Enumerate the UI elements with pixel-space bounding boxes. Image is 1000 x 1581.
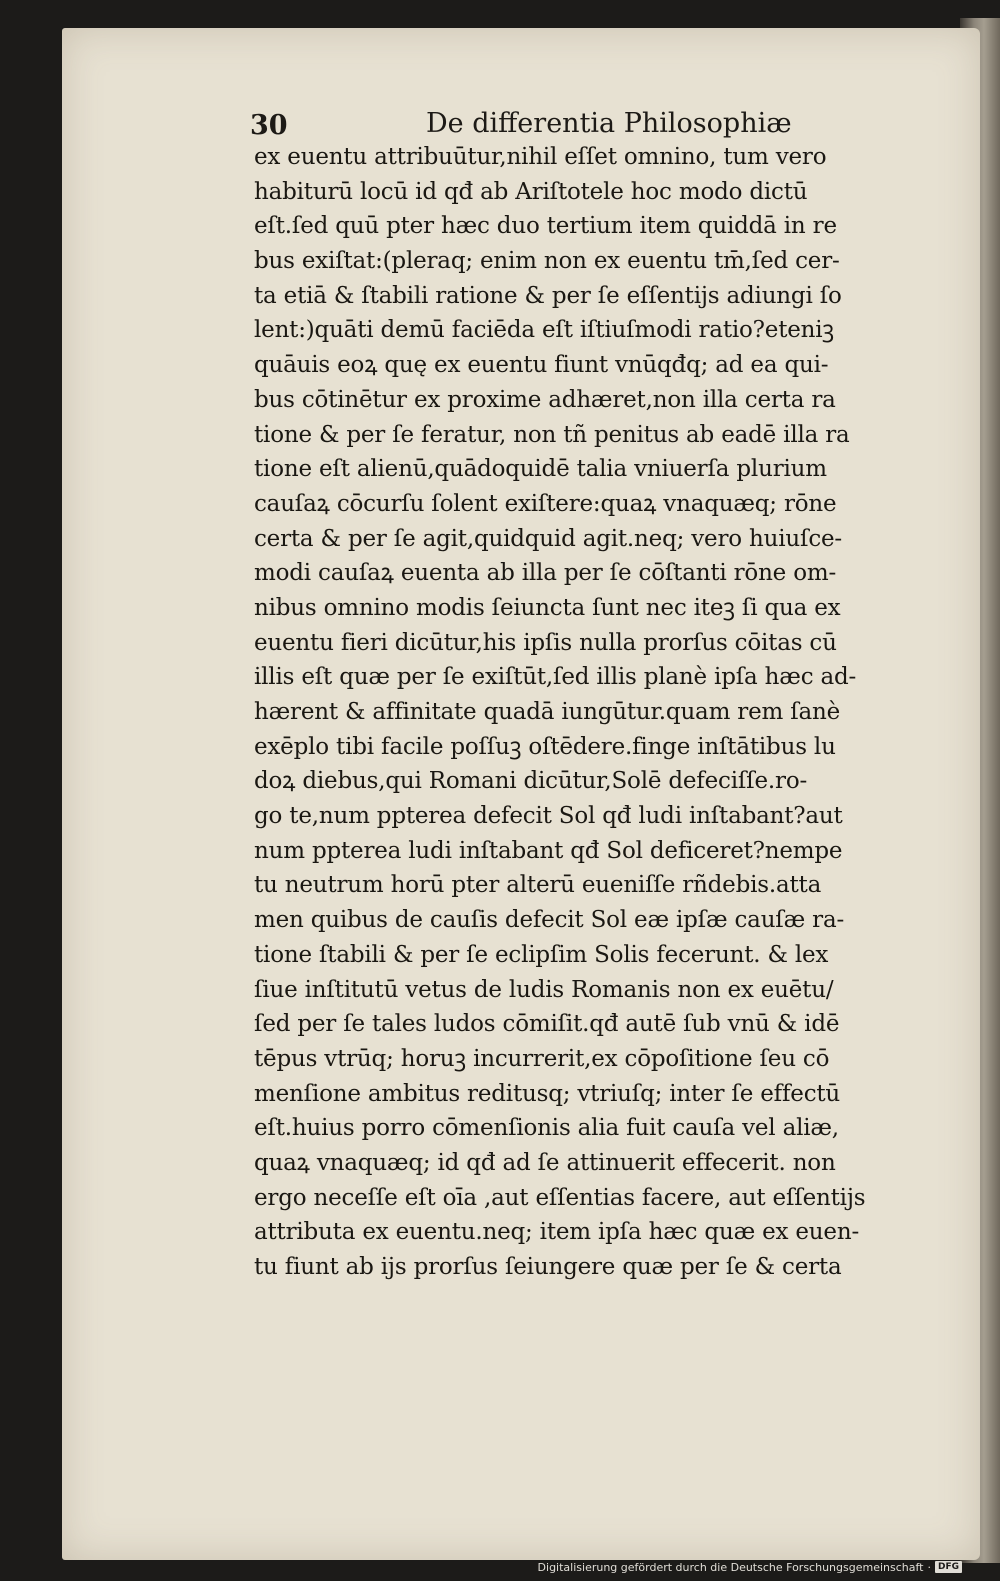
text-line: lent:)quāti demū faciēda eſt iſtiuſmodi ratio?eteniꝫ [254, 317, 834, 344]
text-line: quaꝝ vnaquæq; id qđ ad ſe attinuerit effecerit. non [254, 1149, 836, 1176]
footer-credit: Digitalisierung gefördert durch die Deutsche Forschungsgemeinschaft · DFG [538, 1559, 962, 1575]
text-line: nibus omnino modis ſeiuncta ſunt nec iteꝫ ſi qua ex [254, 594, 841, 621]
text-line: tu fiunt ab ijs prorſus ſeiungere quæ per ſe & certa [254, 1254, 842, 1280]
text-line: attributa ex euentu.neq; item ipſa hæc quæ ex euen- [254, 1219, 860, 1246]
text-line: bus cōtinētur ex proxime adhæret,non illa certa ra [254, 386, 836, 413]
text-line: eſt.ſed quū pter hæc duo tertium item quiddā in re [254, 213, 837, 240]
text-line: certa & per ſe agit,quidquid agit.neq; vero huiuſce- [254, 525, 842, 552]
text-line: modi cauſaꝝ euenta ab illa per ſe cōſtanti rōne om- [254, 560, 837, 587]
text-line: bus exiſtat:(pleraq; enim non ex euentu tm̄,ſed cer- [254, 248, 840, 275]
text-line: illis eſt quæ per ſe exiſtūt,ſed illis planè ipſa hæc ad- [254, 664, 857, 691]
text-line: eſt.huius porro cōmenſionis alia fuit cauſa vel aliæ, [254, 1115, 839, 1142]
text-line: cauſaꝝ cōcurſu ſolent exiſtere:quaꝝ vnaquæq; rōne [254, 490, 837, 517]
text-line: ex euentu attribuūtur,nihil eſſet omnino, tum vero [254, 144, 827, 170]
text-line: tione & per ſe feratur, non tñ penitus ab eadē illa ra [254, 421, 850, 448]
text-line: doꝝ diebus,qui Romani dicūtur,Solē defeciſſe.ro- [254, 768, 808, 795]
text-line: ſed per ſe tales ludos cōmiſit.qđ autē ſub vnū & idē [254, 1011, 840, 1038]
text-line: men quibus de cauſis defecit Sol eæ ipſæ cauſæ ra- [254, 907, 845, 934]
text-line: menſione ambitus reditusq; vtriuſq; inter ſe effectū [254, 1080, 841, 1107]
text-line: go te,num ppterea defecit Sol qđ ludi inſtabant?aut [254, 803, 843, 830]
text-line: tione ſtabili & per ſe eclipſim Solis fecerunt. & lex [254, 941, 829, 968]
text-line: euentu fieri dicūtur,his ipſis nulla prorſus cōitas cū [254, 629, 837, 656]
page-number: 30 [250, 110, 288, 141]
text-line: ta etiā & ſtabili ratione & per ſe eſſentijs adiungi ſo [254, 282, 842, 309]
text-line: tēpus vtrūq; horuꝫ incurrerit,ex cōpoſitione ſeu cō [254, 1045, 830, 1072]
text-line: hærent & affinitate quadā iungūtur.quam rem ſanè [254, 699, 841, 725]
text-line: habiturū locū id qđ ab Ariſtotele hoc modo dictū [254, 178, 808, 205]
text-line: num ppterea ludi inſtabant qđ Sol deficeret?nempe [254, 837, 843, 864]
page-title: De differentia Philosophiæ [426, 108, 792, 139]
body-text [254, 140, 954, 1285]
text-line: exēplo tibi facile poſſuꝫ oſtēdere.finge inſtātibus lu [254, 733, 836, 760]
footer-credit-text: Digitalisierung gefördert durch die Deutsche Forschungsgemeinschaft [537, 1560, 924, 1574]
text-line: ergo neceſſe eſt oīa ,aut eſſentias facere, aut eſſentijs [254, 1184, 866, 1211]
text-line: tione eſt alienū,quādoquidē talia vniuerſa plurium [254, 456, 827, 483]
dfg-logo: DFG [935, 1561, 962, 1573]
text-line: tu neutrum horū pter alterū eueniſſe rñdebis.atta [254, 872, 822, 899]
text-line: ſiue inſtitutū vetus de ludis Romanis non ex euētu/ [254, 976, 834, 1003]
text-line: quāuis eoꝝ quę ex euentu fiunt vnūqđq; ad ea qui- [254, 352, 829, 379]
